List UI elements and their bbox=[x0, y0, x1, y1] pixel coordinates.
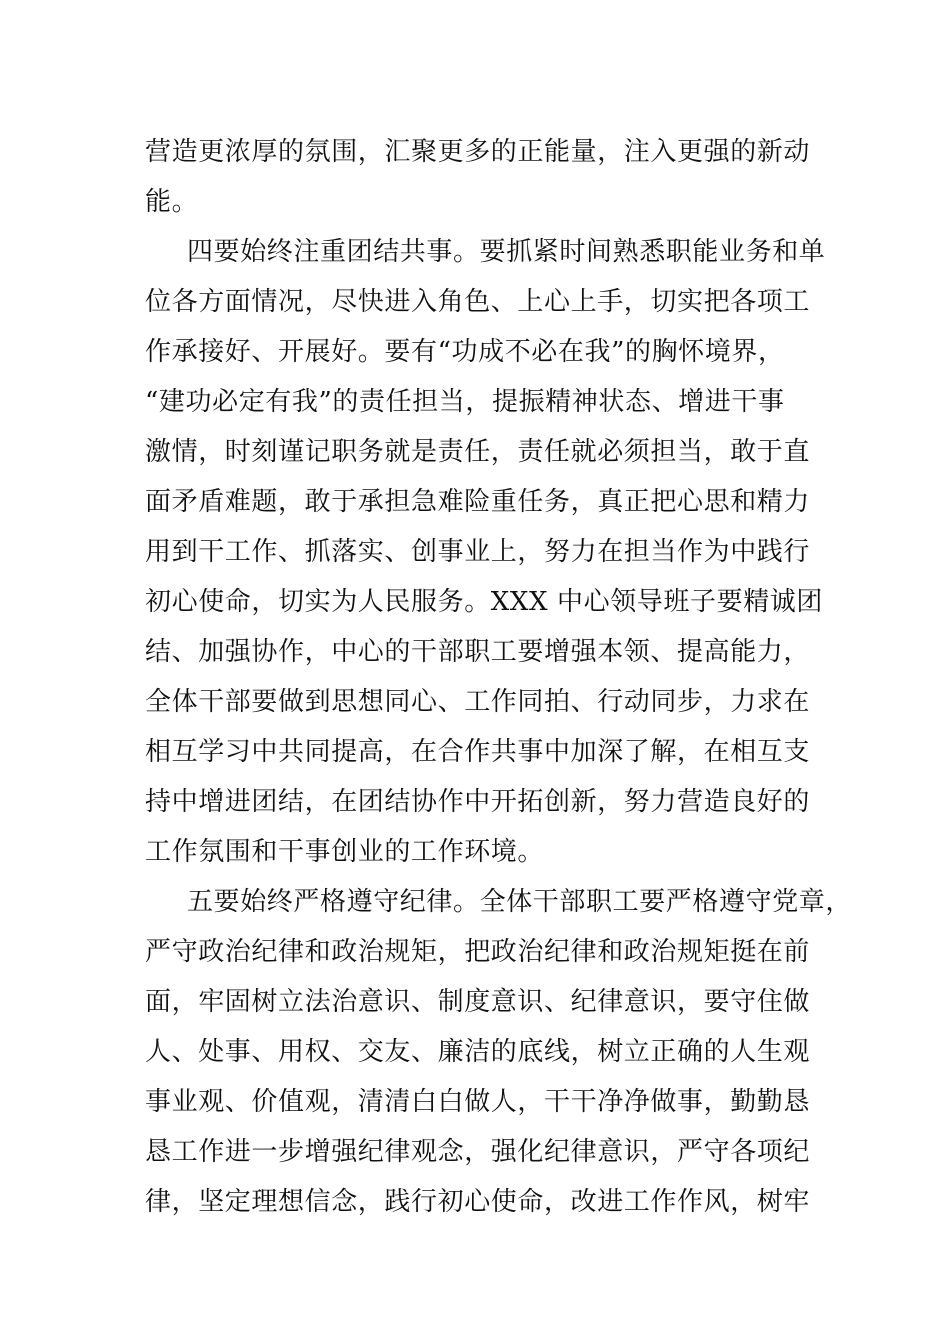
document-body bbox=[145, 127, 853, 1227]
text-line: 用到干工作、抓落实、创事业上，努力在担当作为中践行 bbox=[145, 537, 811, 567]
text-line: 激情，时刻谨记职务就是责任，责任就必须担当，敢于直 bbox=[145, 437, 811, 467]
text-line: 全体干部要做到思想同心、工作同拍、行动同步，力求在 bbox=[145, 687, 811, 717]
paragraph-continuation bbox=[145, 127, 810, 227]
text-line: 结、加强协作，中心的干部职工要增强本领、提高能力， bbox=[145, 637, 811, 667]
text-line: 能。 bbox=[145, 187, 199, 217]
text-line: 作承接好、开展好。要有“功成不必在我”的胸怀境界， bbox=[145, 337, 785, 367]
text-line: 面矛盾难题，敢于承担急难险重任务，真正把心思和精力 bbox=[145, 487, 811, 517]
text-line: 律，坚定理想信念，践行初心使命，改进工作作风，树牢 bbox=[145, 1187, 811, 1217]
text-line: 营造更浓厚的氛围，汇聚更多的正能量，注入更强的新动 bbox=[145, 137, 811, 167]
text-line: “建功必定有我”的责任担当，提振精神状态、增进干事 bbox=[145, 387, 785, 417]
text-line: 严守政治纪律和政治规矩，把政治纪律和政治规矩挺在前 bbox=[145, 937, 811, 967]
text-line-first: 四要始终注重团结共事。要抓紧时间熟悉职能业务和单 bbox=[187, 237, 826, 267]
text-line: 初心使命，切实为人民服务。XXX 中心领导班子要精诚团 bbox=[145, 587, 823, 617]
paragraph-five-discipline bbox=[145, 877, 853, 1227]
text-line: 面，牢固树立法治意识、制度意识、纪律意识，要守住做 bbox=[145, 987, 811, 1017]
text-line: 人、处事、用权、交友、廉洁的底线，树立正确的人生观 bbox=[145, 1037, 811, 1067]
paragraph-four-unity bbox=[145, 227, 826, 877]
text-line: 相互学习中共同提高，在合作共事中加深了解，在相互支 bbox=[145, 737, 811, 767]
text-line: 持中增进团结，在团结协作中开拓创新，努力营造良好的 bbox=[145, 787, 811, 817]
text-line: 工作氛围和干事创业的工作环境。 bbox=[145, 837, 545, 867]
text-line: 恳工作进一步增强纪律观念，强化纪律意识，严守各项纪 bbox=[145, 1137, 811, 1167]
text-line-first: 五要始终严格遵守纪律。全体干部职工要严格遵守党章， bbox=[187, 887, 853, 917]
text-line: 事业观、价值观，清清白白做人，干干净净做事，勤勤恳 bbox=[145, 1087, 811, 1117]
text-line: 位各方面情况，尽快进入角色、上心上手，切实把各项工 bbox=[145, 287, 811, 317]
